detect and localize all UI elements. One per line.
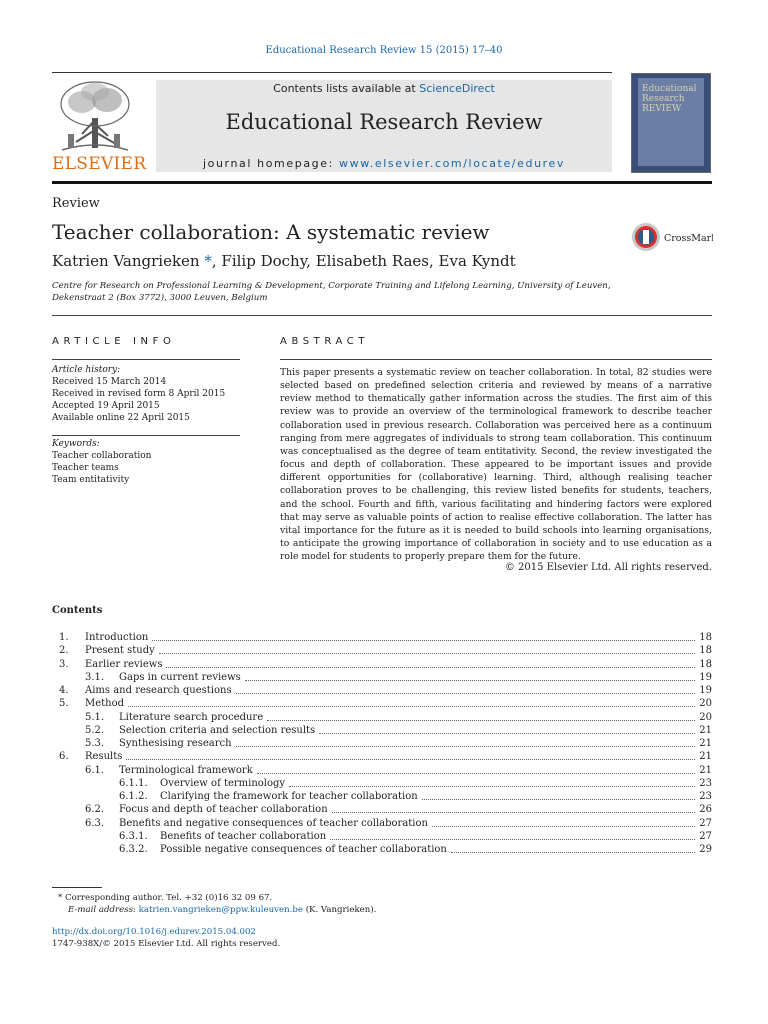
toc-entry-page: 29	[699, 844, 712, 855]
toc-entry-number: 6.	[59, 751, 69, 763]
toc-entry-title: Present study	[85, 645, 155, 657]
email-link[interactable]: katrien.vangrieken@ppw.kuleuven.be	[138, 905, 303, 915]
cover-title: Educational Research REVIEW	[642, 84, 697, 114]
keywords-rule	[52, 435, 240, 436]
toc-entry-title: Aims and research questions	[85, 685, 232, 696]
toc-leader-dots	[128, 706, 695, 707]
toc-entry[interactable]	[59, 697, 712, 710]
elsevier-wordmark: ELSEVIER	[52, 154, 147, 174]
toc-leader-dots	[152, 640, 695, 641]
article-title: Teacher collaboration: A systematic review	[52, 220, 490, 244]
keywords: Keywords: Teacher collaboration Teacher teams Team entitativity	[52, 439, 152, 485]
toc-entry-title: Terminological framework	[119, 764, 253, 776]
keyword: Teacher teams	[52, 463, 119, 473]
issn-line: 1747-938X/© 2015 Elsevier Ltd. All rights reserved.	[52, 939, 281, 949]
toc-leader-dots	[126, 759, 695, 760]
toc-entry[interactable]	[85, 764, 712, 777]
toc-entry-page: 21	[699, 724, 712, 736]
homepage-link[interactable]: www.elsevier.com/locate/edurev	[339, 157, 565, 170]
email-note: E-mail address: katrien.vangrieken@ppw.kuleuven.be (K. Vangrieken).	[68, 905, 377, 915]
toc-entry[interactable]	[85, 671, 712, 684]
toc-entry[interactable]	[85, 711, 712, 724]
contents-available-line: Contents lists available at ScienceDirect	[273, 82, 495, 95]
abstract-copyright: © 2015 Elsevier Ltd. All rights reserved.	[504, 562, 712, 573]
toc-entry-page: 19	[699, 671, 712, 683]
article-info-heading: ARTICLE INFO	[52, 336, 176, 347]
toc-entry-title: Earlier reviews	[85, 658, 163, 670]
toc-entry-title: Method	[85, 698, 125, 710]
toc-leader-dots	[159, 653, 696, 654]
journal-cover-image	[631, 73, 711, 173]
toc-entry-title: Synthesising research	[119, 738, 232, 749]
article-type: Review	[52, 196, 100, 211]
journal-citation[interactable]: Educational Research Review 15 (2015) 17–40	[265, 45, 503, 56]
toc-entry-title: Benefits and negative consequences of teacher collaboration	[119, 817, 428, 829]
toc-leader-dots	[166, 667, 695, 668]
toc-entry-page: 19	[699, 685, 712, 696]
toc-leader-dots	[330, 839, 695, 840]
toc-entry-number: 5.	[59, 698, 69, 710]
toc-entry-number: 6.1.2.	[119, 791, 148, 802]
toc-entry-number: 3.1.	[85, 671, 105, 683]
toc-entry[interactable]	[59, 644, 712, 657]
toc-entry-number: 5.1.	[85, 711, 105, 723]
toc-entry-number: 2.	[59, 645, 69, 657]
toc-leader-dots	[245, 680, 695, 681]
toc-leader-dots	[432, 826, 695, 827]
toc-entry[interactable]	[85, 803, 712, 816]
toc-entry-number: 6.3.2.	[119, 844, 148, 855]
toc-leader-dots	[451, 852, 695, 853]
header-rule	[52, 72, 612, 73]
toc-entry-title: Benefits of teacher collaboration	[160, 830, 327, 842]
journal-title: Educational Research Review	[225, 110, 543, 134]
keyword: Team entitativity	[52, 475, 130, 485]
toc-entry-page: 21	[699, 764, 712, 776]
toc-entry[interactable]	[59, 631, 712, 644]
toc-leader-dots	[236, 746, 696, 747]
toc-leader-dots	[257, 773, 696, 774]
abstract-text: This paper presents a systematic review on teacher collaboration. In total, 82 studies were selected based on predefined selection criteria and reviewed by means of a narrative review method to thematically gather information across the studies. The first aim of this review was to provide an overview of the terminological framework to describe teacher collaboration used in previous research. Collaboration was perceived here as a continuum ranging from mere aggregates of individuals to strong team collaboration. This continuum was conceptualised as the degree of team entitativity. Second, the review investigated the focus and depth of collaboration. These appeared to be important issues and provide different opportunities for (collaborative) learning. Third, although realising teacher collaboration proves to be challenging, this review listed benefits for students, teachers, and the school. Fourth and fifth, various facilitating and hindering factors were explored that may serve as valuable points of action to realise effective collaboration. The latter has vital importance for the future as it is needed to build schools into learning organisations, to anticipate the growing importance of collaboration in society and to use education as a role model for students to properly prepare them for the future.	[280, 367, 712, 563]
toc-entry[interactable]	[119, 777, 712, 790]
toc-entry-page: 18	[699, 658, 712, 670]
article-info-rule	[52, 359, 240, 360]
toc-entry-title: Overview of terminology	[160, 777, 286, 789]
toc-entry-page: 18	[699, 632, 712, 643]
corresponding-author-mark[interactable]: *	[204, 252, 212, 270]
author-list: Katrien Vangrieken *, Filip Dochy, Elisabeth Raes, Eva Kyndt	[52, 252, 516, 270]
toc-leader-dots	[422, 799, 696, 800]
toc-leader-dots	[267, 720, 695, 721]
toc-entry-page: 21	[699, 751, 712, 763]
toc-entry-title: Results	[85, 751, 123, 763]
toc-entry-number: 1.	[59, 632, 69, 643]
toc-leader-dots	[332, 812, 696, 813]
sciencedirect-link[interactable]: ScienceDirect	[419, 82, 495, 95]
toc-entry-page: 18	[699, 645, 712, 657]
toc-entry[interactable]	[85, 737, 712, 750]
toc-entry-title: Selection criteria and selection results	[119, 724, 316, 736]
toc-entry-title: Gaps in current reviews	[119, 671, 241, 683]
toc-entry-number: 6.3.	[85, 817, 105, 829]
journal-homepage: journal homepage: www.elsevier.com/locate/edurev	[203, 157, 565, 170]
toc-entry-page: 20	[699, 698, 712, 710]
toc-entry[interactable]	[59, 658, 712, 671]
footnote-rule	[52, 887, 102, 888]
toc-entry-number: 6.3.1.	[119, 830, 148, 842]
crossmark-label: CrossMark	[664, 233, 713, 244]
toc-entry-page: 27	[699, 830, 712, 842]
toc-entry-page: 23	[699, 791, 712, 802]
toc-entry-title: Clarifying the framework for teacher collaboration	[160, 791, 418, 802]
abstract-rule	[280, 359, 712, 360]
toc-entry[interactable]	[119, 790, 712, 803]
toc-entry-number: 3.	[59, 658, 69, 670]
corresponding-author-note: * Corresponding author. Tel. +32 (0)16 32 09 67.	[58, 893, 273, 903]
toc-entry[interactable]	[119, 830, 712, 843]
toc-entry-title: Literature search procedure	[119, 711, 264, 723]
toc-entry-title: Possible negative consequences of teacher collaboration	[160, 844, 447, 855]
toc-entry[interactable]	[59, 750, 712, 763]
toc-entry-number: 6.1.1.	[119, 777, 148, 789]
toc-entry-page: 27	[699, 817, 712, 829]
toc-entry[interactable]	[85, 817, 712, 830]
toc-entry-number: 5.2.	[85, 724, 105, 736]
toc-entry-title: Focus and depth of teacher collaboration	[119, 804, 328, 816]
toc-entry-page: 21	[699, 738, 712, 749]
toc-entry-page: 20	[699, 711, 712, 723]
toc-entry-number: 6.1.	[85, 764, 105, 776]
section-rule	[52, 315, 712, 316]
toc-entry-page: 23	[699, 777, 712, 789]
toc-leader-dots	[319, 733, 695, 734]
toc-entry-number: 5.3.	[85, 738, 105, 749]
crossmark-badge[interactable]	[631, 222, 713, 256]
article-history: Article history: Received 15 March 2014 Received in revised form 8 April 2015 Accepted 19 April 2015 Available online 22 April 2015	[52, 365, 226, 423]
doi-link[interactable]: http://dx.doi.org/10.1016/j.edurev.2015.04.002	[52, 927, 256, 937]
contents-heading: Contents	[52, 605, 103, 616]
toc-entry[interactable]	[85, 724, 712, 737]
abstract-heading: ABSTRACT	[280, 336, 370, 347]
keyword: Teacher collaboration	[52, 451, 152, 461]
toc-entry[interactable]	[119, 843, 712, 856]
header-thick-rule	[52, 181, 712, 184]
toc-entry-title: Introduction	[85, 632, 149, 643]
toc-leader-dots	[236, 693, 696, 694]
toc-leader-dots	[289, 786, 695, 787]
toc-entry-number: 6.2.	[85, 804, 105, 816]
toc-entry-number: 4.	[59, 685, 69, 696]
affiliation: Centre for Research on Professional Learning & Development, Corporate Training and Lifelong Learning, University of Leuven, Dekenstraat 2 (Box 3772), 3000 Leuven, Belgium	[52, 281, 611, 303]
toc-entry-page: 26	[699, 804, 712, 816]
toc-entry[interactable]	[59, 684, 712, 697]
